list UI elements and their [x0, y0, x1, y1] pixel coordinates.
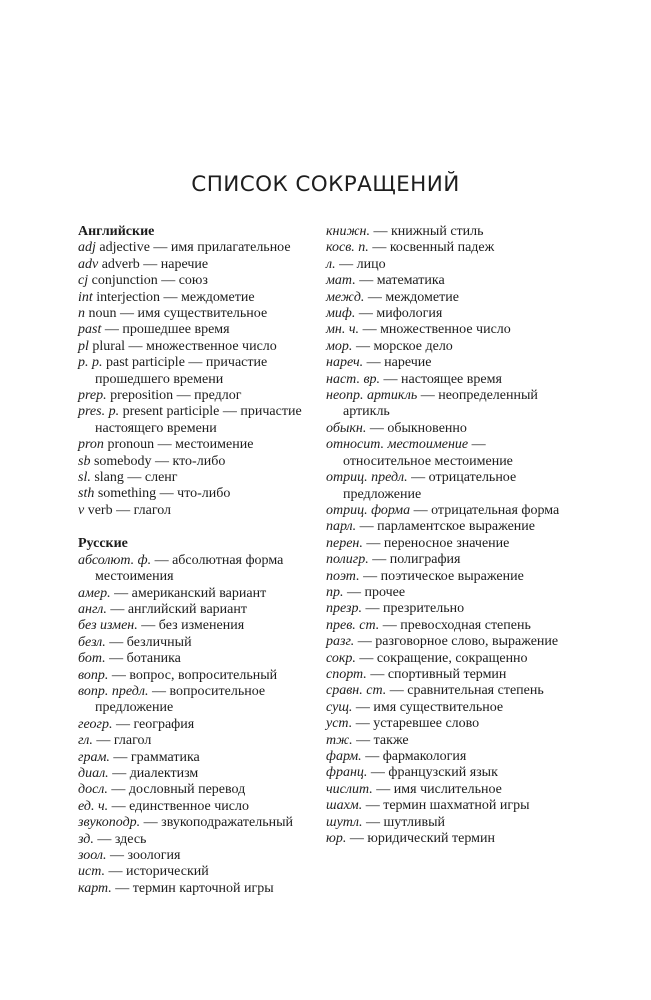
abbreviation-entry: [78, 832, 323, 848]
abbreviation-definition: — также: [352, 732, 409, 748]
abbreviation-definition: — отрицательное предложение: [343, 470, 517, 502]
abbreviation-definition: — неопределенный артикль: [343, 388, 538, 420]
abbreviation-entry: [78, 240, 323, 256]
abbreviation-term: книжн.: [326, 224, 370, 239]
page-title: СПИСОК СОКРАЩЕНИЙ: [191, 172, 460, 197]
abbreviation-definition: — термин карточной игры: [111, 880, 274, 896]
abbreviation-entry: [326, 552, 576, 568]
abbreviation-term: поэт.: [326, 568, 360, 584]
abbreviation-definition: — косвенный падеж: [368, 240, 495, 256]
abbreviation-entry: [78, 586, 323, 602]
abbreviation-entry: [326, 749, 576, 765]
abbreviation-term: амер.: [78, 585, 111, 601]
abbreviation-term: ед. ч.: [78, 798, 109, 814]
abbreviation-entry: [326, 585, 576, 601]
abbreviation-entry: [326, 716, 576, 732]
abbreviation-definition: plural — множественное число: [88, 338, 277, 354]
abbreviation-term: n: [78, 306, 85, 322]
abbreviation-definition: — юридический термин: [346, 831, 496, 847]
abbreviation-term: adv: [78, 256, 99, 272]
abbreviation-term: фарм.: [326, 749, 362, 764]
abbreviation-definition: — без изменения: [137, 618, 245, 634]
abbreviation-definition: — разговорное слово, выражение: [354, 634, 559, 650]
abbreviation-entry: [326, 339, 576, 355]
abbreviation-definition: — математика: [355, 273, 445, 289]
abbreviation-entry: [78, 717, 323, 733]
abbreviation-term: геогр.: [78, 716, 113, 732]
abbreviation-definition: — сравнительная степень: [386, 683, 544, 699]
abbreviation-entry: [326, 651, 576, 667]
abbreviation-entry: [78, 766, 323, 782]
abbreviation-term: спорт.: [326, 666, 367, 682]
abbreviation-definition: — имя числительное: [372, 781, 502, 797]
right-column: [326, 224, 576, 847]
abbreviation-term: полигр.: [326, 552, 369, 568]
abbreviation-term: сокр.: [326, 650, 356, 666]
abbreviation-entry: [78, 553, 323, 586]
abbreviation-definition: — лицо: [335, 256, 386, 272]
abbreviation-entry: [326, 306, 576, 322]
abbreviation-entry: [326, 355, 576, 371]
abbreviation-term: pron: [78, 437, 104, 453]
abbreviation-term: числит.: [326, 781, 373, 797]
abbreviation-definition: — география: [112, 716, 195, 732]
abbreviation-entry: [78, 404, 323, 437]
abbreviation-entry: [78, 799, 323, 815]
abbreviation-definition: — звукоподражательный: [140, 815, 293, 831]
abbreviation-term: отриц. предл.: [326, 470, 408, 486]
abbreviation-entry: [78, 273, 323, 289]
abbreviation-entry: [78, 355, 323, 388]
abbreviation-definition: — мифология: [355, 306, 443, 322]
abbreviation-definition: — диалектизм: [108, 765, 199, 781]
abbreviation-entry: [78, 782, 323, 798]
abbreviation-term: шахм.: [326, 798, 363, 814]
abbreviation-term: adj: [78, 240, 96, 256]
abbreviation-entry: [326, 372, 576, 388]
abbreviation-entry: [326, 536, 576, 552]
abbreviation-entry: [326, 240, 576, 256]
abbreviation-entry: [326, 322, 576, 338]
abbreviation-term: абсолют. ф.: [78, 552, 152, 568]
russian-abbreviation-list: [78, 553, 323, 898]
abbreviation-entry: [326, 470, 576, 503]
abbreviation-entry: [326, 273, 576, 289]
abbreviation-term: pl: [78, 338, 89, 354]
abbreviation-definition: — имя существительное: [352, 699, 504, 715]
abbreviation-entry: [326, 257, 576, 273]
abbreviation-entry: [78, 503, 323, 519]
abbreviation-definition: interjection — междометие: [92, 289, 255, 305]
abbreviation-term: sb: [78, 453, 91, 469]
abbreviation-definition: somebody — кто-либо: [90, 453, 226, 469]
abbreviation-entry: [78, 733, 323, 749]
abbreviation-definition: — английский вариант: [106, 601, 247, 617]
abbreviation-term: нареч.: [326, 355, 364, 371]
abbreviation-term: безл.: [78, 634, 106, 650]
abbreviation-entry: [326, 765, 576, 781]
abbreviation-term: sl.: [78, 470, 91, 486]
abbreviation-definition: — полиграфия: [368, 552, 461, 568]
abbreviation-definition: — ботаника: [105, 651, 181, 667]
abbreviation-term: отриц. форма: [326, 502, 411, 518]
abbreviation-term: англ.: [78, 601, 107, 617]
abbreviation-term: уст.: [326, 716, 353, 732]
abbreviation-definition: past participle — причастие прошедшего времени: [95, 355, 268, 387]
abbreviation-definition: — спортивный термин: [366, 666, 507, 682]
abbreviation-definition: — термин шахматной игры: [362, 798, 530, 814]
abbreviation-term: карт.: [78, 880, 112, 896]
abbreviation-entry: [326, 815, 576, 831]
abbreviation-definition: conjunction — союз: [88, 273, 208, 289]
abbreviation-entry: [326, 388, 576, 421]
abbreviation-term: сравн. ст.: [326, 683, 387, 699]
abbreviation-entry: [326, 569, 576, 585]
abbreviation-entry: [326, 601, 576, 617]
abbreviation-term: без измен.: [78, 618, 138, 634]
abbreviation-entry: [326, 290, 576, 306]
abbreviation-definition: — здесь: [93, 831, 147, 847]
abbreviation-entry: [78, 339, 323, 355]
abbreviation-definition: — абсолютная форма местоимения: [95, 552, 284, 585]
abbreviation-definition: — настоящее время: [380, 371, 502, 387]
abbreviation-definition: — глагол: [92, 733, 152, 749]
abbreviation-definition: — переносное значение: [362, 535, 510, 551]
abbreviation-term: ист.: [78, 864, 105, 880]
abbreviation-term: диал.: [78, 765, 109, 781]
abbreviation-definition: — вопросительное предложение: [95, 683, 266, 716]
abbreviation-term: обыкн.: [326, 420, 367, 436]
abbreviation-term: прев. ст.: [326, 617, 380, 633]
abbreviation-term: грам.: [78, 749, 110, 765]
abbreviation-term: int: [78, 289, 93, 305]
abbreviation-entry: [78, 864, 323, 880]
abbreviation-definition: — единственное число: [108, 798, 249, 814]
abbreviation-entry: [326, 519, 576, 535]
abbreviation-entry: [326, 421, 576, 437]
abbreviation-term: past: [78, 322, 102, 338]
abbreviation-definition: — устаревшее слово: [352, 716, 480, 732]
abbreviation-term: относит. местоимение: [326, 437, 469, 453]
abbreviation-definition: adverb — наречие: [98, 256, 209, 272]
abbreviation-definition: — обыкновенно: [366, 420, 467, 436]
abbreviation-term: тж.: [326, 732, 353, 748]
abbreviation-definition: — междометие: [364, 289, 459, 305]
abbreviation-definition: — исторический: [105, 864, 209, 880]
abbreviation-term: p. p.: [78, 355, 103, 371]
abbreviation-definition: — французский язык: [367, 765, 498, 781]
abbreviation-definition: — морское дело: [352, 338, 453, 354]
abbreviation-definition: slang — сленг: [90, 470, 178, 486]
abbreviation-term: бот.: [78, 651, 106, 667]
abbreviation-entry: [326, 634, 576, 650]
abbreviation-definition: — множественное число: [359, 322, 511, 338]
abbreviation-term: франц.: [326, 765, 368, 781]
abbreviation-definition: adjective — имя прилагательное: [95, 240, 291, 256]
abbreviation-entry: [326, 618, 576, 634]
abbreviation-definition: — книжный стиль: [369, 224, 484, 239]
abbreviation-entry: [78, 815, 323, 831]
abbreviation-definition: — отрицательная форма: [410, 502, 560, 518]
abbreviation-entry: [78, 668, 323, 684]
abbreviation-definition: preposition — предлог: [106, 388, 242, 404]
abbreviation-term: зд.: [78, 831, 94, 847]
abbreviation-entry: [78, 322, 323, 338]
abbreviation-entry: [78, 257, 323, 273]
abbreviation-term: л.: [326, 256, 336, 272]
abbreviation-definition: — относительное местоимение: [343, 437, 513, 469]
abbreviation-definition: — поэтическое выражение: [359, 568, 524, 584]
abbreviation-definition: — грамматика: [109, 749, 200, 765]
abbreviation-term: вопр.: [78, 667, 109, 683]
abbreviation-term: v: [78, 502, 85, 518]
abbreviation-term: гл.: [78, 733, 93, 749]
abbreviation-definition: — безличный: [105, 634, 192, 650]
abbreviation-term: prep.: [78, 388, 107, 404]
abbreviation-entry: [78, 848, 323, 864]
abbreviation-entry: [326, 667, 576, 683]
abbreviation-entry: [78, 388, 323, 404]
abbreviation-term: мор.: [326, 338, 353, 354]
abbreviation-definition: — зоология: [106, 848, 181, 863]
abbreviation-definition: noun — имя существительное: [85, 306, 268, 322]
abbreviation-term: презр.: [326, 601, 362, 617]
abbreviation-entry: [78, 651, 323, 667]
abbreviation-entry: [326, 683, 576, 699]
abbreviation-term: шутл.: [326, 814, 363, 830]
abbreviation-term: парл.: [326, 519, 357, 535]
abbreviation-term: юр.: [326, 831, 347, 847]
abbreviation-definition: — дословный перевод: [107, 782, 246, 798]
left-column: [78, 224, 323, 897]
abbreviation-term: неопр. артикль: [326, 388, 418, 404]
abbreviation-definition: — фармакология: [361, 749, 467, 764]
abbreviation-entry: [78, 470, 323, 486]
abbreviation-definition: — американский вариант: [110, 585, 267, 601]
abbreviation-entry: [78, 306, 323, 322]
abbreviation-definition: present participle — причастие настоящего времени: [95, 404, 302, 436]
abbreviation-term: межд.: [326, 289, 365, 305]
abbreviation-term: миф.: [326, 306, 356, 322]
abbreviation-definition: pronoun — местоимение: [103, 437, 254, 453]
abbreviation-entry: [78, 881, 323, 897]
abbreviation-entry: [326, 733, 576, 749]
english-abbreviation-list: [78, 240, 323, 519]
abbreviation-term: cj: [78, 273, 89, 289]
abbreviation-definition: — шутливый: [362, 814, 446, 830]
abbreviation-term: pres. p.: [78, 404, 120, 420]
abbreviation-definition: something — что-либо: [94, 486, 231, 502]
abbreviation-entry: [326, 782, 576, 798]
abbreviation-definition: — превосходная степень: [379, 617, 531, 633]
abbreviation-entry: [78, 290, 323, 306]
abbreviation-entry: [326, 798, 576, 814]
abbreviation-definition: — парламентское выражение: [356, 519, 535, 535]
abbreviation-term: перен.: [326, 535, 363, 551]
abbreviation-entry: [78, 437, 323, 453]
section-heading-russian: Русские: [78, 536, 128, 552]
abbreviation-term: косв. п.: [326, 240, 369, 256]
abbreviation-entry: [326, 224, 576, 240]
abbreviation-term: зоол.: [78, 848, 107, 863]
abbreviation-entry: [78, 486, 323, 502]
russian-abbreviation-list-continued: [326, 224, 576, 847]
abbreviation-entry: [78, 684, 323, 717]
abbreviation-definition: — вопрос, вопросительный: [108, 667, 278, 683]
abbreviation-term: разг.: [326, 634, 355, 650]
section-heading-english: Английские: [78, 224, 155, 239]
abbreviation-term: мн. ч.: [326, 322, 360, 338]
abbreviation-term: наст. вр.: [326, 371, 381, 387]
abbreviation-term: сущ.: [326, 699, 353, 715]
abbreviation-term: пр.: [326, 584, 344, 600]
abbreviation-entry: [78, 750, 323, 766]
abbreviation-definition: — прочее: [343, 584, 406, 600]
abbreviation-entry: [326, 503, 576, 519]
abbreviation-entry: [78, 635, 323, 651]
abbreviation-definition: — прошедшее время: [101, 322, 230, 338]
abbreviation-definition: — наречие: [363, 355, 432, 371]
abbreviation-definition: — сокращение, сокращенно: [355, 650, 528, 666]
abbreviation-definition: — презрительно: [362, 601, 465, 617]
abbreviation-entry: [326, 831, 576, 847]
abbreviation-term: досл.: [78, 782, 108, 798]
abbreviation-term: вопр. предл.: [78, 683, 149, 699]
abbreviation-entry: [326, 437, 576, 470]
abbreviation-entry: [78, 618, 323, 634]
abbreviation-term: sth: [78, 486, 95, 502]
abbreviation-entry: [326, 700, 576, 716]
abbreviation-definition: verb — глагол: [84, 502, 172, 518]
abbreviation-entry: [78, 602, 323, 618]
abbreviation-entry: [78, 454, 323, 470]
abbreviation-term: мат.: [326, 273, 356, 289]
abbreviation-term: звукоподр.: [78, 815, 141, 831]
